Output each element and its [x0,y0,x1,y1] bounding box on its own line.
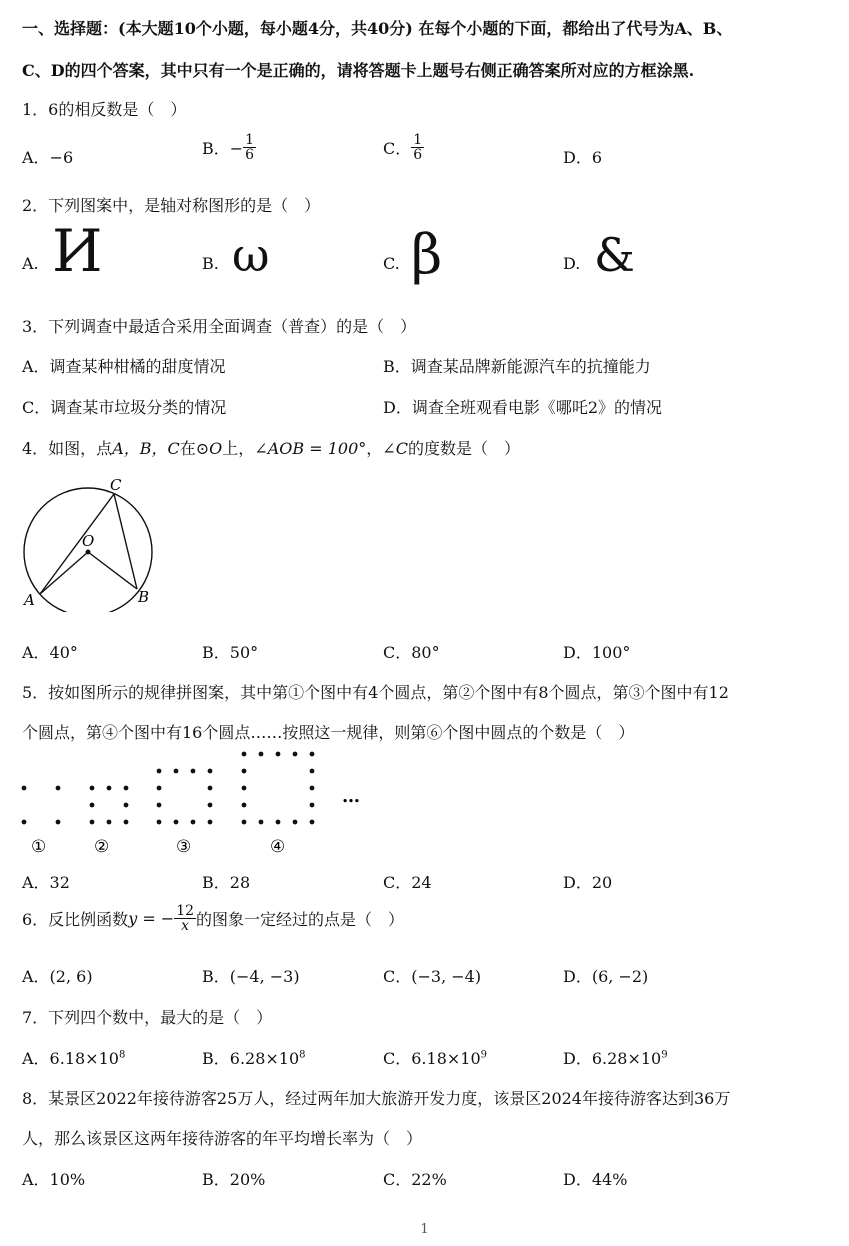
q4-option-b: B．50° [202,643,259,662]
q7-option-a: A．$6.18\times 10^8$ [22,1049,126,1068]
q1-option-d: D．6 [563,148,603,167]
segment-ao [40,552,88,594]
page-number: 1 [420,1222,429,1237]
q5-option-c: C．24 [383,873,432,892]
segment-ac [40,494,114,594]
q2-option-c-label: C. [383,254,400,273]
q6-fraction: $\frac{12}{x}$ [176,903,195,934]
q3-option-d: D．调查全班观看电影《哪吒2》的情况 [383,398,663,417]
q1-option-c: C． $\frac{1}{6}$ [383,132,423,163]
q5-option-d: D．20 [563,873,613,892]
q7-option-b: B．$6.28\times 10^8$ [202,1049,306,1068]
q3-option-c: C．调查某市垃圾分类的情况 [22,398,227,417]
question-3-stem: 3．下列调查中最适合采用全面调查（普查）的是（ ） [22,317,417,336]
pattern-2 [90,786,129,825]
q6-option-b: B．(−4, −3) [202,967,300,986]
question-5-stem-line2: 个圆点，第④个图中有16个圆点……按照这一规律，则第⑥个图中圆点的个数是（ ） [22,723,635,742]
q4-circle-figure [18,472,163,612]
pattern-1 [22,786,61,825]
q8-option-b: B．20% [202,1170,266,1189]
q2-option-b-label: B. [202,254,219,273]
q4-option-a: A．40° [22,643,78,662]
question-5-stem-line1: 5．按如图所示的规律拼图案，其中第①个图中有4个圆点，第②个图中有8个圆点，第③个图中有12 [22,683,729,702]
label-pattern-4: ④ [270,837,286,857]
pattern-3 [157,769,213,825]
label-o: O [82,532,95,550]
q6-option-a: A．(2, 6) [22,967,93,986]
q1-option-c-fraction: $\frac{1}{6}$ [413,132,423,163]
q1-option-a: A．−6 [22,148,74,167]
q5-option-b: B．28 [202,873,251,892]
q2-option-b-glyph: ω [232,228,270,282]
q6-option-c: C．(−3, −4) [383,967,482,986]
label-c: C [110,476,122,494]
q7-option-c: C．$6.18\times 10^9$ [383,1049,488,1068]
q8-option-d: D．44% [563,1170,628,1189]
q3-option-b: B．调查某品牌新能源汽车的抗撞能力 [383,357,651,376]
q2-option-a-label: A. [22,254,39,273]
question-8-stem-line2: 人，那么该景区这两年接待游客的年平均增长率为（ ） [22,1129,423,1148]
question-8-stem-line1: 8．某景区2022年接待游客25万人，经过两年加大旅游开发力度，该景区2024年接待游客达到36万 [22,1089,731,1108]
q3-option-a: A．调查某种柑橘的甜度情况 [22,357,226,376]
q2-option-d-glyph: & [594,228,635,282]
question-4-stem: 4．如图，点A，B，C在⊙O上，∠AOB = 100°，∠C的度数是（ ） [22,439,520,458]
q5-option-a: A．32 [22,873,70,892]
q6-option-d: D．(6, −2) [563,967,649,986]
label-pattern-2: ② [94,837,110,857]
q8-option-c: C．22% [383,1170,447,1189]
q4-option-d: D．100° [563,643,631,662]
section-heading-line1: 一、选择题：(本大题10个小题，每小题4分，共40分) 在每个小题的下面，都给出了代号为A、B、 [22,19,733,38]
q2-option-d-label: D. [563,254,581,273]
q1-option-b-fraction: $\frac{1}{6}$ [245,132,255,163]
q2-option-c-glyph: β [411,223,443,286]
q4-option-c: C．80° [383,643,440,662]
label-pattern-3: ③ [176,837,192,857]
center-point [86,550,91,555]
question-6-stem: 6．反比例函数y = − $\frac{12}{x}$ 的图象一定经过的点是（ ） [22,903,405,934]
label-b: B [138,588,150,606]
q7-option-d: D．$6.28\times 10^9$ [563,1049,668,1068]
pattern-4 [242,752,315,825]
q2-option-a-glyph: И [52,217,103,285]
label-a: A [24,591,35,609]
label-pattern-1: ① [31,837,47,857]
pattern-ellipsis: … [342,786,360,807]
question-2-stem: 2．下列图案中，是轴对称图形的是（ ） [22,196,321,215]
q1-option-b: B．− $\frac{1}{6}$ [202,132,255,163]
question-7-stem: 7．下列四个数中，最大的是（ ） [22,1008,273,1027]
section-heading-line2: C、D的四个答案，其中只有一个是正确的，请将答题卡上题号右侧正确答案所对应的方框涂黑. [22,61,695,80]
q5-dot-pattern-figure [14,746,374,860]
q8-option-a: A．10% [22,1170,86,1189]
question-1-stem: 1．6的相反数是（ ） [22,100,187,119]
